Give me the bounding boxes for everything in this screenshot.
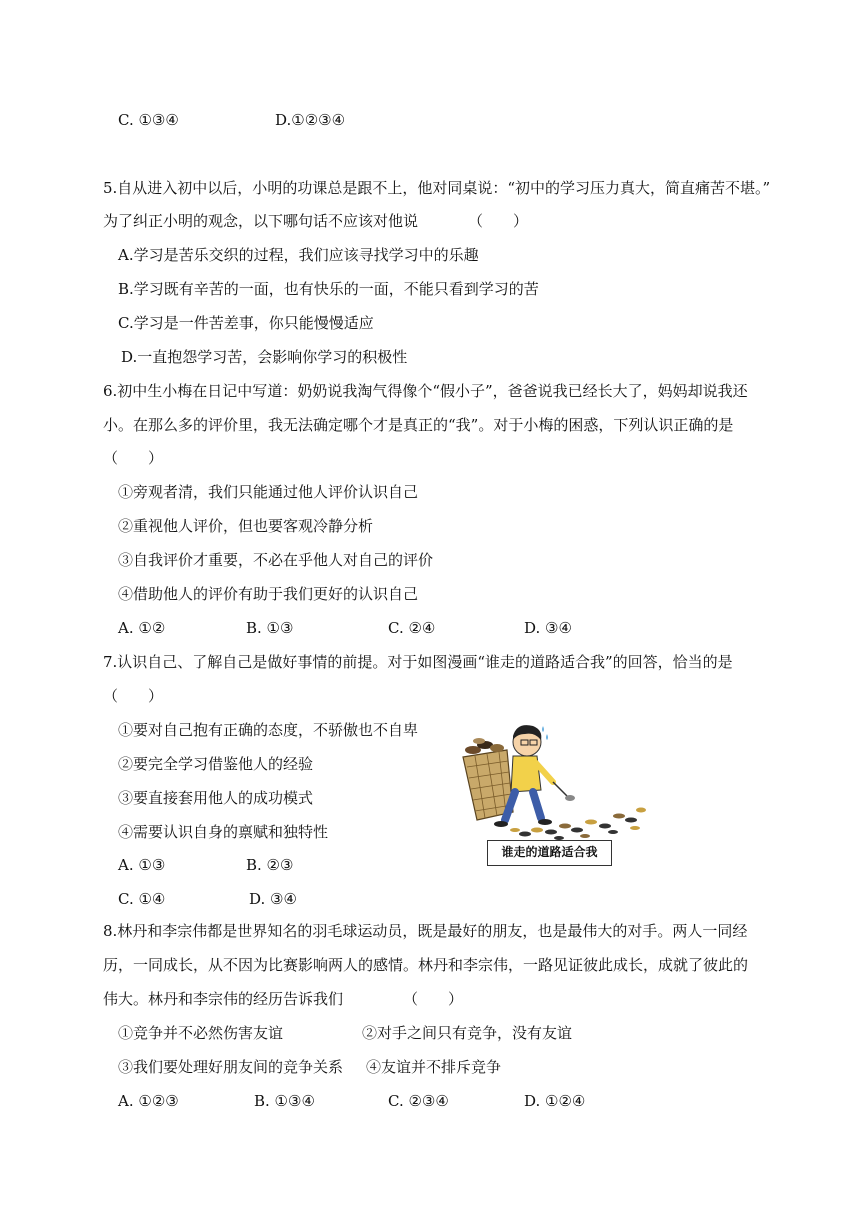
q6-statement-4: ④借助他人的评价有助于我们更好的认识自己 — [118, 585, 419, 603]
q6-stem-line1: 6.初中生小梅在日记中写道：奶奶说我淘气得像个“假小子”，爸爸说我已经长大了，妈妈却说我还 — [103, 382, 748, 400]
q7-statement-2: ②要完全学习借鉴他人的经验 — [118, 755, 314, 773]
q8-answer-paren: （ ） — [403, 990, 464, 1008]
q7-statement-3: ③要直接套用他人的成功模式 — [118, 789, 314, 807]
q8-stem-text: 伟大。林丹和李宗伟的经历告诉我们 — [103, 990, 344, 1008]
q8-stem-line1: 8.林丹和李宗伟都是世界知名的羽毛球运动员，既是最好的朋友，也是最伟大的对手。两人一同经 — [103, 922, 748, 940]
q8-option-d: D. ①②④ — [524, 1092, 586, 1110]
q7-option-d: D. ③④ — [249, 890, 297, 908]
q5-option-c: C.学习是一件苦差事，你只能慢慢适应 — [118, 314, 374, 332]
q5-answer-paren: （ ） — [468, 212, 529, 230]
q6-statement-2: ②重视他人评价，但也要客观冷静分析 — [118, 517, 374, 535]
q4-option-d: D.①②③④ — [275, 111, 346, 129]
q8-stem-line2: 历，一同成长，从不因为比赛影响两人的感情。林丹和李宗伟，一路见证彼此成长，成就了彼此的 — [103, 956, 749, 974]
q7-option-b: B. ②③ — [246, 856, 294, 874]
q5-option-b: B.学习既有辛苦的一面，也有快乐的一面，不能只看到学习的苦 — [118, 280, 539, 298]
q7-statement-4: ④需要认识自身的禀赋和独特性 — [118, 823, 329, 841]
q7-statement-1: ①要对自己抱有正确的态度，不骄傲也不自卑 — [118, 721, 419, 739]
q6-option-c: C. ②④ — [388, 619, 436, 637]
q6-option-a: A. ①② — [118, 619, 166, 637]
q5-stem-line1: 5.自从进入初中以后，小明的功课总是跟不上，他对同桌说：“初中的学习压力真大，简直痛苦不堪。” — [103, 179, 771, 197]
q7-stem-line1: 7.认识自己、了解自己是做好事情的前提。对于如图漫画“谁走的道路适合我”的回答，恰当的是 — [103, 653, 733, 671]
q6-option-d: D. ③④ — [524, 619, 572, 637]
q6-statement-3: ③自我评价才重要，不必在乎他人对自己的评价 — [118, 551, 434, 569]
q8-stem-line3 — [103, 989, 463, 1009]
q5-stem-text: 为了纠正小明的观念，以下哪句话不应该对他说 — [103, 212, 419, 230]
q6-option-b: B. ①③ — [246, 619, 294, 637]
q8-option-a: A. ①②③ — [118, 1092, 179, 1110]
q8-statement-3: ③我们要处理好朋友间的竞争关系 — [118, 1058, 344, 1076]
q8-option-b: B. ①③④ — [254, 1092, 315, 1110]
q5-stem-line2 — [103, 211, 528, 231]
q7-option-a: A. ①③ — [118, 856, 166, 874]
comic-caption: 谁走的道路适合我 — [487, 840, 612, 866]
q5-option-a: A.学习是苦乐交织的过程，我们应该寻找学习中的乐趣 — [118, 246, 479, 264]
q7-option-c: C. ①④ — [118, 890, 166, 908]
q8-statement-1: ①竞争并不必然伤害友谊 — [118, 1024, 284, 1042]
q6-stem-line2: 小。在那么多的评价里，我无法确定哪个才是真正的“我”。对于小梅的困惑，下列认识正确的是 — [103, 416, 734, 434]
q7-answer-paren: （ ） — [103, 687, 164, 705]
q8-option-c: C. ②③④ — [388, 1092, 449, 1110]
q4-option-c: C. ①③④ — [118, 111, 179, 129]
q8-statement-2: ②对手之间只有竞争，没有友谊 — [362, 1024, 573, 1042]
q6-answer-paren: （ ） — [103, 449, 164, 467]
q6-statement-1: ①旁观者清，我们只能通过他人评价认识自己 — [118, 483, 419, 501]
q5-option-d: D.一直抱怨学习苦，会影响你学习的积极性 — [121, 348, 408, 366]
q8-statement-4: ④友谊并不排斥竞争 — [366, 1058, 502, 1076]
